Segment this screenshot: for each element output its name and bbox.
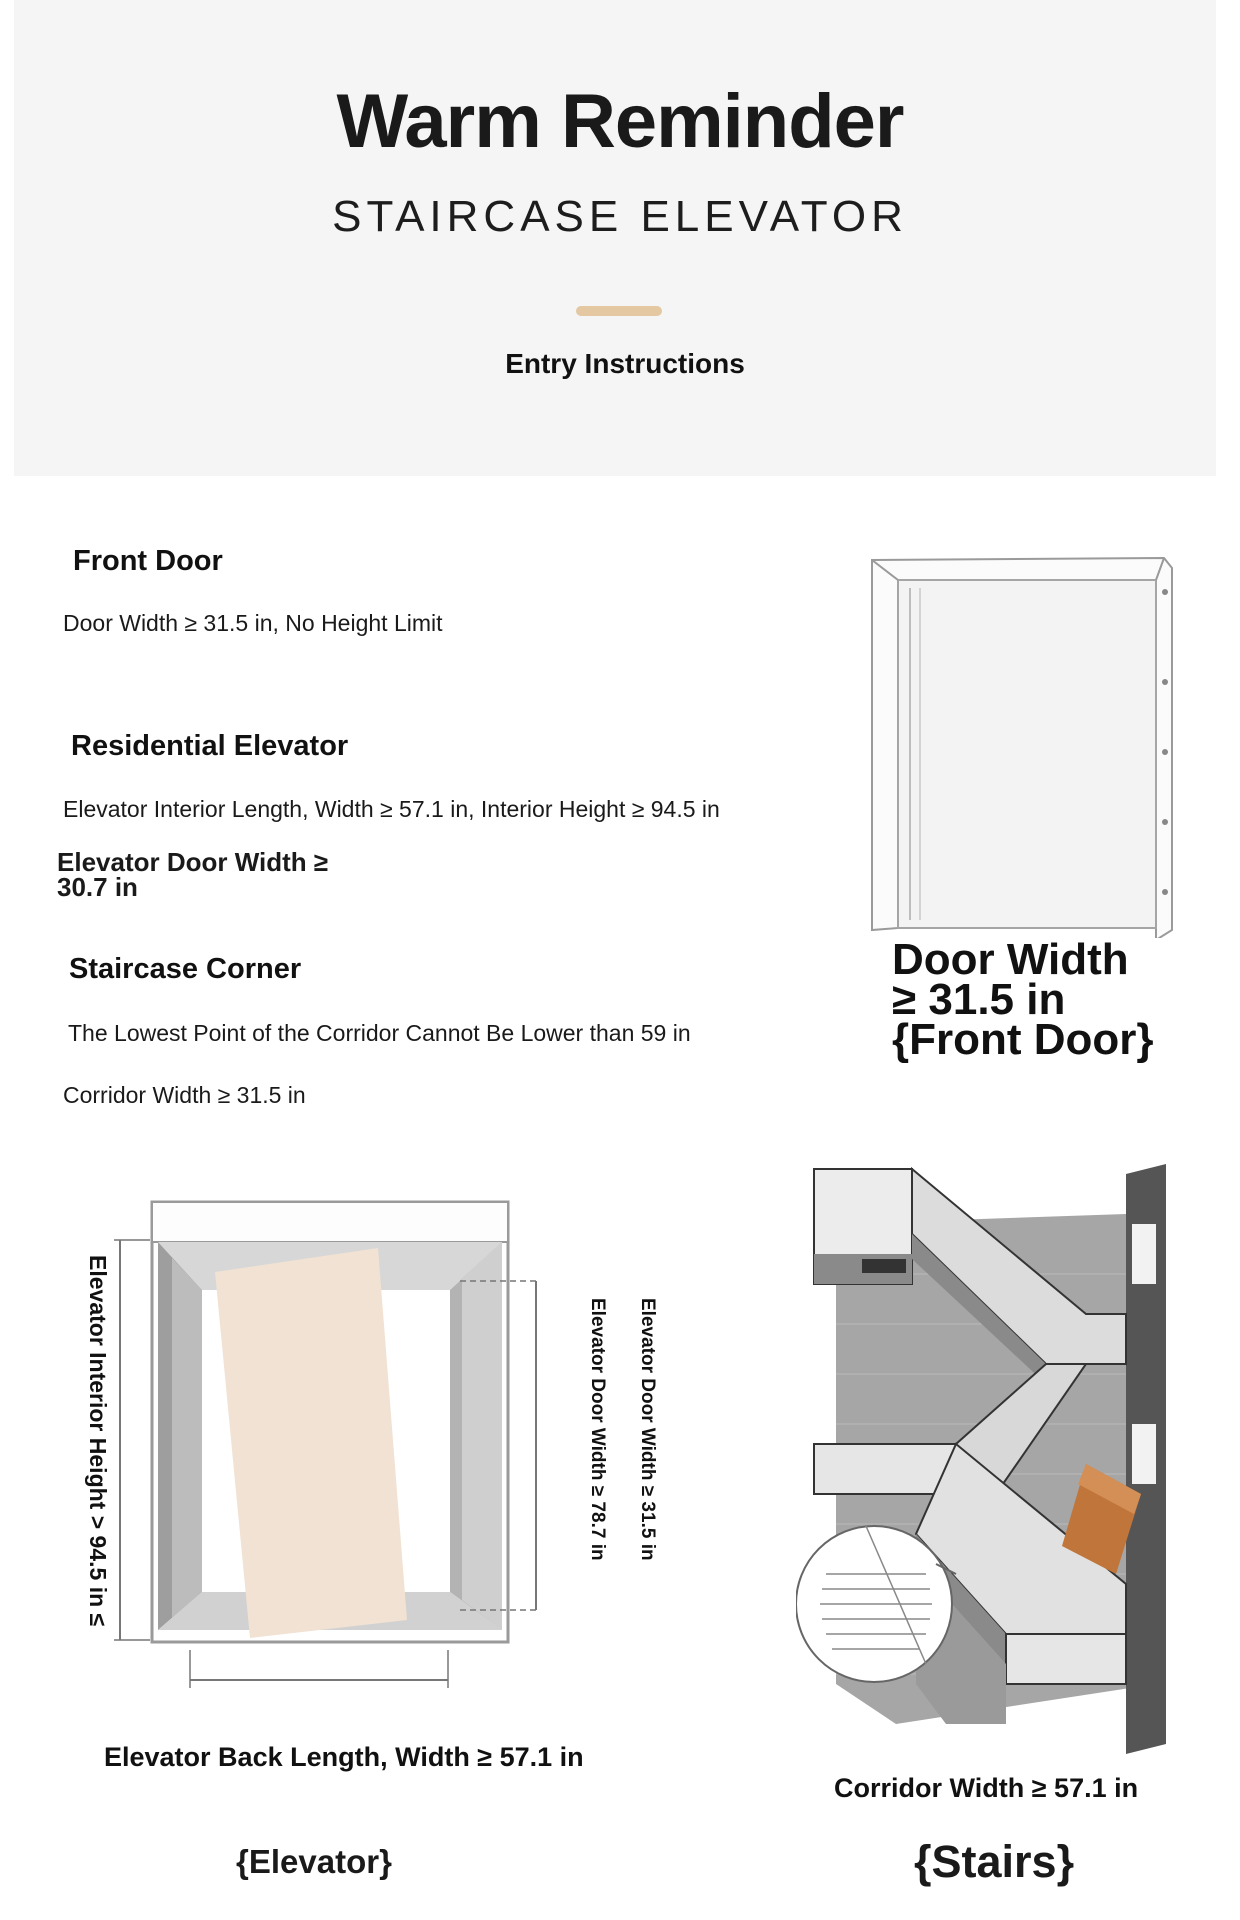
stairs-caption: {Stairs} bbox=[914, 1836, 1075, 1887]
front-door-caption-line1: Door Width bbox=[892, 935, 1129, 984]
front-door-illustration bbox=[860, 548, 1180, 938]
front-door-caption-line2: ≥ 31.5 in bbox=[892, 975, 1066, 1024]
page-subtitle: STAIRCASE ELEVATOR bbox=[332, 192, 908, 241]
front-door-caption bbox=[892, 935, 1212, 1064]
page-title: Warm Reminder bbox=[336, 79, 904, 164]
staircase-corner-title: Staircase Corner bbox=[69, 953, 302, 985]
elevator-door-width-line2: 30.7 in bbox=[57, 872, 138, 902]
elevator-illustration bbox=[110, 1180, 570, 1700]
elevator-height-label: Elevator Interior Height > 94.5 in ≤ bbox=[85, 1255, 111, 1627]
front-door-title: Front Door bbox=[73, 545, 223, 577]
elevator-door-width-line1: Elevator Door Width ≥ bbox=[57, 847, 329, 877]
elevator-back-length-label: Elevator Back Length, Width ≥ 57.1 in bbox=[104, 1742, 584, 1772]
staircase-corner-text2: Corridor Width ≥ 31.5 in bbox=[63, 1082, 306, 1108]
front-door-caption-line3: {Front Door} bbox=[892, 1015, 1154, 1064]
entry-instructions-label: Entry Instructions bbox=[505, 348, 745, 379]
elevator-caption: {Elevator} bbox=[236, 1843, 392, 1880]
stairs-illustration bbox=[796, 1164, 1196, 1764]
staircase-corner-text1: The Lowest Point of the Corridor Cannot Be Lower than 59 in bbox=[68, 1020, 691, 1046]
residential-elevator-title: Residential Elevator bbox=[71, 730, 349, 762]
accent-divider bbox=[576, 306, 662, 316]
residential-elevator-text: Elevator Interior Length, Width ≥ 57.1 in, Interior Height ≥ 94.5 in bbox=[63, 796, 720, 822]
elevator-door-width-note bbox=[57, 847, 329, 902]
elevator-door-width-label-a: Elevator Door Width ≥ 78.7 in bbox=[587, 1298, 608, 1561]
elevator-door-width-label-b: Elevator Door Width ≥ 31.5 in bbox=[637, 1298, 658, 1561]
front-door-text: Door Width ≥ 31.5 in, No Height Limit bbox=[63, 610, 443, 636]
corridor-width-label: Corridor Width ≥ 57.1 in bbox=[834, 1773, 1139, 1803]
